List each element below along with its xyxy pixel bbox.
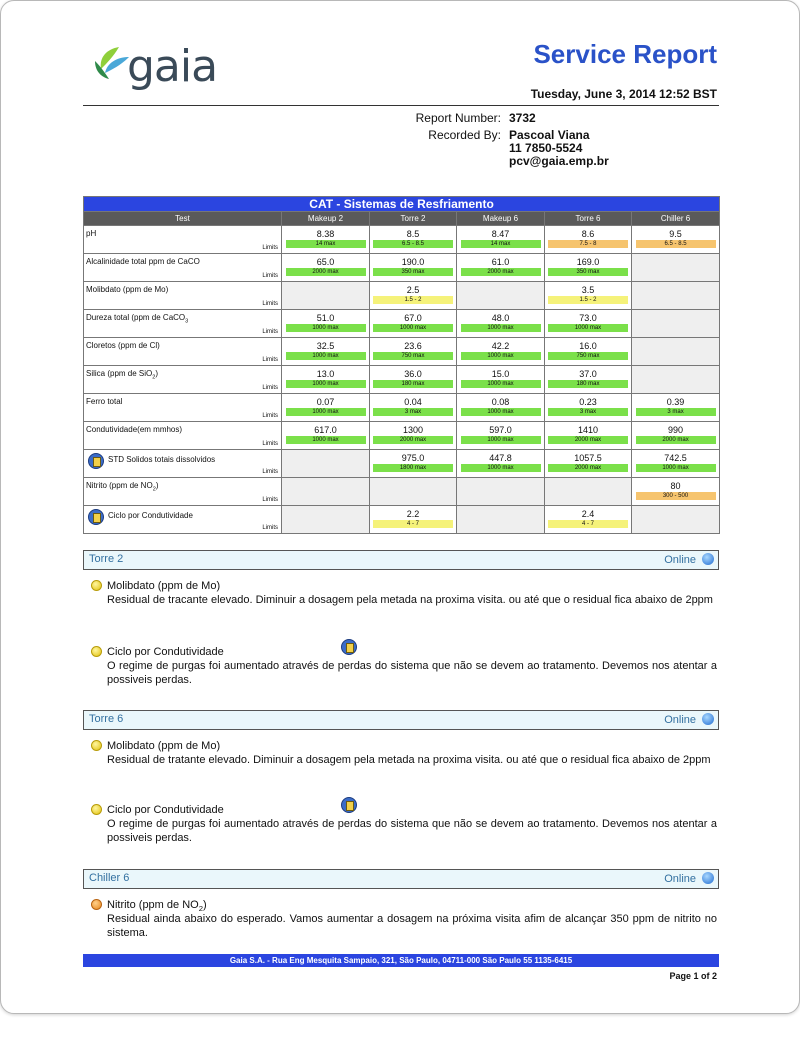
limit-range: 6.5 - 8.5	[636, 240, 716, 248]
limit-range: 1000 max	[286, 324, 366, 332]
test-cell	[84, 394, 282, 422]
online-indicator-icon	[702, 872, 714, 884]
section-header	[83, 869, 719, 889]
value-cell	[457, 254, 545, 282]
table-row	[84, 338, 720, 366]
calculated-icon	[341, 639, 357, 655]
test-name-text: Condutividade(em mmhos)	[86, 425, 183, 434]
measured-value: 9.5	[669, 229, 682, 239]
table-row	[84, 422, 720, 450]
measured-value: 2.5	[406, 285, 420, 295]
column-header: Makeup 6	[457, 212, 545, 226]
test-name-text: Dureza total (ppm de CaCO	[86, 313, 186, 322]
test-name	[86, 481, 158, 493]
table-title: CAT - Sistemas de Resfriamento	[84, 197, 720, 212]
measured-value: 42.2	[491, 341, 510, 351]
value-cell	[545, 394, 632, 422]
limit-range: 1000 max	[373, 324, 453, 332]
limit-range: 1000 max	[286, 436, 366, 444]
results-table	[83, 196, 720, 534]
calculated-icon	[341, 797, 357, 813]
measured-value: 13.0	[316, 369, 335, 379]
value-cell	[282, 394, 370, 422]
measured-value: 32.5	[316, 341, 335, 351]
note-title-text: Nitrito (ppm de NO	[107, 899, 199, 911]
test-name	[86, 369, 158, 381]
section-name: Torre 6	[89, 713, 124, 725]
limit-range: 3 max	[373, 408, 453, 416]
note-body: O regime de purgas foi aumentado através de perdas do sistema que não se devem ao tratamento. Devemos nos atentar a possiveis perdas.	[107, 818, 717, 844]
limit-range: 1000 max	[286, 380, 366, 388]
value-cell	[632, 450, 720, 478]
note-title	[107, 579, 220, 593]
footer-address: Gaia S.A. - Rua Eng Mesquita Sampaio, 321, São Paulo, 04711-000 São Paulo 55 1135-6415	[83, 954, 719, 967]
test-name	[108, 455, 215, 464]
value-cell	[457, 394, 545, 422]
table-row	[84, 254, 720, 282]
test-name	[86, 229, 96, 238]
limit-range: 1000 max	[548, 324, 628, 332]
limit-range: 7.5 - 8	[548, 240, 628, 248]
online-indicator-icon	[702, 713, 714, 725]
measured-value: 0.07	[316, 397, 335, 407]
measured-value: 36.0	[404, 369, 422, 379]
test-name-tail: )	[155, 481, 159, 490]
report-number: 3732	[509, 111, 536, 125]
value-cell	[457, 422, 545, 450]
calculated-icon	[88, 453, 104, 469]
test-name-text: Nitrito (ppm de NO	[86, 481, 153, 490]
note-title	[107, 803, 224, 817]
value-cell	[545, 422, 632, 450]
value-cell	[370, 366, 457, 394]
test-name-text: Molibdato (ppm de Mo)	[86, 285, 169, 294]
value-cell	[282, 338, 370, 366]
report-title: Service Report	[533, 39, 717, 69]
test-cell	[84, 450, 282, 478]
test-name-subscript: 3	[185, 318, 189, 325]
test-name-text: Cloretos (ppm de Cl)	[86, 341, 160, 350]
limit-range: 180 max	[548, 380, 628, 388]
note-title	[107, 739, 220, 753]
report-number-label: Report Number:	[415, 111, 501, 125]
measured-value: 67.0	[404, 313, 422, 323]
test-cell	[84, 422, 282, 450]
measured-value: 0.08	[491, 397, 510, 407]
value-cell	[370, 254, 457, 282]
limit-range: 2000 max	[636, 436, 716, 444]
section-name: Torre 2	[89, 553, 124, 565]
limits-label: Limits	[262, 469, 278, 475]
value-cell	[282, 254, 370, 282]
test-name-text: Silica (ppm de SiO	[86, 369, 153, 378]
note-title-text: Ciclo por Condutividade	[107, 646, 224, 658]
note-title-text: Molibdato (ppm de Mo)	[107, 740, 221, 752]
online-status: Online	[664, 873, 696, 885]
section-header	[83, 710, 719, 730]
table-row	[84, 226, 720, 254]
empty-cell	[457, 506, 545, 534]
section-name: Chiller 6	[89, 872, 130, 884]
severity-dot-icon	[91, 899, 102, 910]
value-cell	[282, 310, 370, 338]
value-cell	[632, 394, 720, 422]
limit-range: 1.5 - 2	[373, 296, 453, 304]
severity-dot-icon	[91, 646, 102, 657]
limit-range: 2000 max	[461, 268, 541, 276]
empty-cell	[282, 478, 370, 506]
note-body: Residual de tratante elevado. Diminuir a dosagem pela metada na proxima visita. ou até que o residual fica abaixo de 2ppm	[107, 754, 711, 766]
severity-dot-icon	[91, 580, 102, 591]
empty-cell	[457, 282, 545, 310]
table-row	[84, 506, 720, 534]
value-cell	[545, 310, 632, 338]
measured-value: 61.0	[491, 257, 510, 267]
recorded-by-email: pcv@gaia.emp.br	[509, 154, 609, 168]
measured-value: 16.0	[579, 341, 597, 351]
limit-range: 4 - 7	[373, 520, 453, 528]
measured-value: 8.6	[581, 229, 595, 239]
note-title-tail: )	[202, 899, 207, 911]
observation-note	[91, 579, 717, 621]
limit-range: 6.5 - 8.5	[373, 240, 453, 248]
column-header: Test	[84, 212, 282, 226]
column-header: Makeup 2	[282, 212, 370, 226]
measured-value: 975.0	[401, 453, 425, 463]
severity-dot-icon	[91, 740, 102, 751]
empty-cell	[282, 282, 370, 310]
measured-value: 65.0	[316, 257, 335, 267]
severity-dot-icon	[91, 804, 102, 815]
column-header: Chiller 6	[632, 212, 720, 226]
value-cell	[370, 310, 457, 338]
limit-range: 1000 max	[461, 324, 541, 332]
recorded-by-phone: 11 7850-5524	[509, 141, 583, 155]
measured-value: 617.0	[314, 425, 337, 435]
note-body: Residual ainda abaixo do esperado. Vamos aumentar a dosagem na próxima visita afim de alcançar 350 ppm de nitrito no sistema.	[107, 913, 717, 939]
measured-value: 597.0	[489, 425, 512, 435]
limit-range: 1000 max	[461, 380, 541, 388]
limit-range: 1000 max	[461, 436, 541, 444]
test-name-text: STD Solidos totais dissolvidos	[108, 455, 216, 464]
measured-value: 2.2	[406, 509, 420, 519]
empty-cell	[632, 282, 720, 310]
test-cell	[84, 310, 282, 338]
table-row	[84, 282, 720, 310]
note-title	[107, 645, 224, 659]
limit-range: 750 max	[373, 352, 453, 360]
gaia-logo	[89, 39, 229, 99]
note-title-text: Ciclo por Condutividade	[107, 804, 224, 816]
limit-range: 3 max	[636, 408, 716, 416]
measured-value: 8.47	[491, 229, 510, 239]
value-cell	[282, 226, 370, 254]
value-cell	[282, 366, 370, 394]
measured-value: 23.6	[404, 341, 422, 351]
value-cell	[545, 450, 632, 478]
table-row	[84, 478, 720, 506]
observation-note	[91, 803, 717, 845]
note-body: Residual de tracante elevado. Diminuir a dosagem pela metada na proxima visita. ou até que o residual fica abaixo de 2ppm	[107, 594, 713, 606]
empty-cell	[545, 478, 632, 506]
empty-cell	[632, 506, 720, 534]
measured-value: 37.0	[579, 369, 597, 379]
test-cell	[84, 366, 282, 394]
table-row	[84, 310, 720, 338]
recorded-by-name: Pascoal Viana	[509, 128, 590, 142]
table-header-row	[84, 212, 720, 226]
measured-value: 742.5	[664, 453, 687, 463]
online-indicator-icon	[702, 553, 714, 565]
empty-cell	[632, 338, 720, 366]
online-status: Online	[664, 554, 696, 566]
value-cell	[370, 282, 457, 310]
value-cell	[457, 226, 545, 254]
limit-range: 14 max	[461, 240, 541, 248]
empty-cell	[457, 478, 545, 506]
value-cell	[545, 366, 632, 394]
measured-value: 447.8	[489, 453, 512, 463]
limit-range: 180 max	[373, 380, 453, 388]
value-cell	[370, 394, 457, 422]
measured-value: 169.0	[576, 257, 600, 267]
measured-value: 1057.5	[574, 453, 602, 463]
limit-range: 1000 max	[286, 352, 366, 360]
page-number: Page 1 of 2	[669, 971, 717, 981]
value-cell	[632, 226, 720, 254]
test-name	[86, 313, 188, 325]
report-datetime: Tuesday, June 3, 2014 12:52 BST	[530, 87, 717, 101]
measured-value: 3.5	[581, 285, 595, 295]
limits-label: Limits	[262, 525, 278, 531]
limits-label: Limits	[262, 273, 278, 279]
measured-value: 51.0	[316, 313, 335, 323]
limits-label: Limits	[262, 385, 278, 391]
limits-label: Limits	[262, 413, 278, 419]
observation-note	[91, 898, 717, 940]
limit-range: 350 max	[548, 268, 628, 276]
measured-value: 15.0	[491, 369, 510, 379]
measured-value: 1300	[402, 425, 424, 435]
limit-range: 2000 max	[373, 436, 453, 444]
empty-cell	[282, 450, 370, 478]
observation-note	[91, 645, 717, 687]
limit-range: 2000 max	[548, 464, 628, 472]
value-cell	[370, 338, 457, 366]
test-cell	[84, 338, 282, 366]
test-cell	[84, 282, 282, 310]
value-cell	[545, 226, 632, 254]
measured-value: 0.04	[404, 397, 422, 407]
test-name-text: pH	[86, 229, 97, 238]
empty-cell	[282, 506, 370, 534]
value-cell	[545, 254, 632, 282]
test-name-text: Alcalinidade total ppm de CaCO	[86, 257, 200, 266]
limit-range: 4 - 7	[548, 520, 628, 528]
value-cell	[282, 422, 370, 450]
limit-range: 14 max	[286, 240, 366, 248]
value-cell	[370, 422, 457, 450]
recorded-by-label: Recorded By:	[428, 128, 501, 142]
test-name	[86, 397, 122, 406]
limits-label: Limits	[262, 497, 278, 503]
test-cell	[84, 506, 282, 534]
measured-value: 80	[670, 481, 681, 491]
empty-cell	[632, 310, 720, 338]
limit-range: 3 max	[548, 408, 628, 416]
value-cell	[457, 450, 545, 478]
measured-value: 2.4	[581, 509, 595, 519]
test-name	[86, 341, 160, 350]
value-cell	[545, 506, 632, 534]
logo-text: gaia	[127, 41, 218, 92]
value-cell	[545, 338, 632, 366]
limit-range: 350 max	[373, 268, 453, 276]
table-row	[84, 366, 720, 394]
table-row	[84, 394, 720, 422]
limit-range: 1000 max	[461, 352, 541, 360]
measured-value: 0.39	[666, 397, 685, 407]
table-row	[84, 450, 720, 478]
value-cell	[457, 366, 545, 394]
empty-cell	[632, 366, 720, 394]
online-status: Online	[664, 714, 696, 726]
measured-value: 190.0	[401, 257, 425, 267]
limit-range: 1000 max	[286, 408, 366, 416]
limit-range: 750 max	[548, 352, 628, 360]
header-divider	[83, 105, 719, 106]
test-cell	[84, 254, 282, 282]
limits-label: Limits	[262, 301, 278, 307]
column-header: Torre 2	[370, 212, 457, 226]
limit-range: 300 - 500	[636, 492, 716, 500]
measured-value: 48.0	[491, 313, 510, 323]
measured-value: 8.5	[406, 229, 420, 239]
limit-range: 1000 max	[461, 408, 541, 416]
measured-value: 990	[668, 425, 684, 435]
limit-range: 1.5 - 2	[548, 296, 628, 304]
test-cell	[84, 478, 282, 506]
value-cell	[370, 226, 457, 254]
test-cell	[84, 226, 282, 254]
value-cell	[545, 282, 632, 310]
limits-label: Limits	[262, 357, 278, 363]
section-header	[83, 550, 719, 570]
test-name-subscript: 2	[152, 374, 156, 381]
test-name	[86, 257, 200, 266]
note-title-subscript: 2	[198, 904, 203, 914]
value-cell	[370, 506, 457, 534]
observation-note	[91, 739, 717, 781]
value-cell	[457, 310, 545, 338]
empty-cell	[632, 254, 720, 282]
note-title-text: Molibdato (ppm de Mo)	[107, 580, 221, 592]
limits-label: Limits	[262, 329, 278, 335]
value-cell	[370, 450, 457, 478]
value-cell	[457, 338, 545, 366]
limit-range: 1000 max	[636, 464, 716, 472]
measured-value: 0.23	[579, 397, 597, 407]
test-name-text: Ciclo por Condutividade	[108, 511, 193, 520]
test-name-tail: )	[155, 369, 159, 378]
test-name	[86, 285, 168, 294]
empty-cell	[370, 478, 457, 506]
limits-label: Limits	[262, 245, 278, 251]
value-cell	[632, 478, 720, 506]
limit-range: 2000 max	[286, 268, 366, 276]
measured-value: 1410	[577, 425, 599, 435]
limit-range: 1800 max	[373, 464, 453, 472]
column-header: Torre 6	[545, 212, 632, 226]
test-name	[86, 425, 182, 434]
table-body	[84, 226, 720, 534]
calculated-icon	[88, 509, 104, 525]
test-name-text: Ferro total	[86, 397, 123, 406]
test-name	[108, 511, 193, 520]
test-name-subscript: 2	[152, 486, 156, 493]
measured-value: 8.38	[316, 229, 335, 239]
value-cell	[632, 422, 720, 450]
note-body: O regime de purgas foi aumentado através de perdas do sistema que não se devem ao tratamento. Devemos nos atentar a possiveis perdas.	[107, 660, 717, 686]
measured-value: 73.0	[579, 313, 597, 323]
limit-range: 1000 max	[461, 464, 541, 472]
limits-label: Limits	[262, 441, 278, 447]
limit-range: 2000 max	[548, 436, 628, 444]
